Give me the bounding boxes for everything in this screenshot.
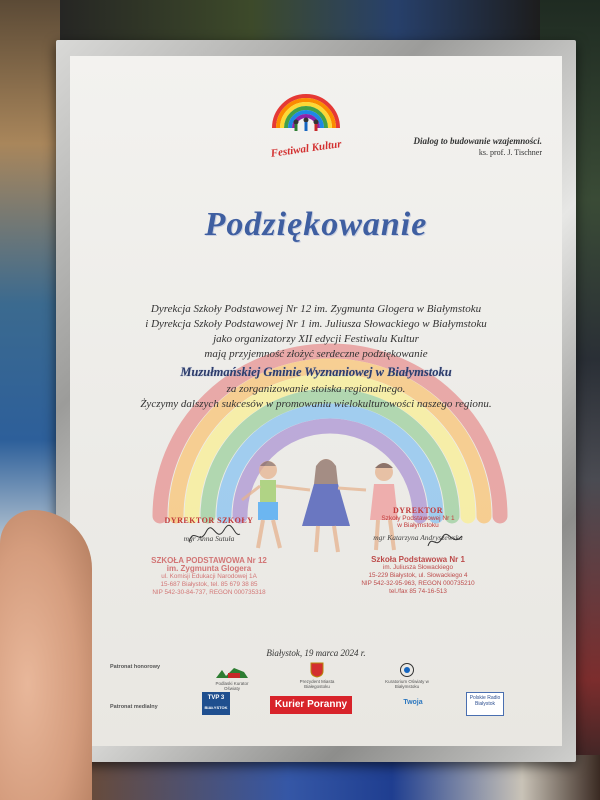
- stamp-left-line-1: SZKOŁA PODSTAWOWA Nr 12: [151, 556, 267, 565]
- body-line-4: mają przyjemność złożyć serdeczne podziękowanie: [204, 348, 428, 360]
- stamp-left-line-2: im. Zygmunta Glogera: [166, 564, 252, 573]
- stamp-right: [348, 556, 488, 596]
- certificate-date: Białystok, 19 marca 2024 r.: [266, 648, 366, 658]
- patron-logo-3-text: Kuratorium Oświaty w Białymstoku: [385, 679, 429, 689]
- tvp3-logo-text: TVP 3: [207, 695, 225, 701]
- signature-left-scribble: [184, 524, 244, 548]
- patron-logo-1-text: Podlaski Kurator Oświaty: [215, 681, 249, 691]
- festival-logo: [266, 92, 346, 162]
- kurier-poranny-logo: Kurier Poranny: [270, 696, 352, 714]
- signature-right-role: DYREKTOR: [392, 506, 444, 515]
- stamp-left-line-5: NIP 542-30-84-737, REGON 000735318: [152, 589, 266, 596]
- holding-hand: [0, 510, 92, 800]
- body-line-6: Życzymy dalszych sukcesów w promowaniu wielokulturowości naszego regionu.: [140, 398, 492, 410]
- signature-left-name: mgr Anna Sutuła: [183, 534, 235, 543]
- stamp-right-line-4: NIP 542-32-95-963, REGON 000735210: [361, 580, 475, 587]
- stamp-left-line-3: ul. Komisji Edukacji Narodowej 1A: [161, 573, 257, 580]
- body-line-3: jako organizatorzy XII edycji Festiwalu Kultur: [213, 333, 419, 345]
- certificate-paper: [70, 56, 562, 746]
- signature-right-subrole-2: w Białymstoku: [397, 522, 439, 529]
- bison-icon: [214, 666, 250, 680]
- signature-right-scribble: [426, 532, 466, 552]
- body-line-5: za zorganizowanie stoiska regionalnego.: [226, 383, 406, 395]
- patron-logo-3: [382, 662, 432, 689]
- signature-left-role: DYREKTOR SZKOŁY: [164, 516, 254, 525]
- body-line-1: Dyrekcja Szkoły Podstawowej Nr 12 im. Zygmunta Glogera w Białymstoku: [150, 303, 482, 315]
- motto-author: ks. prof. J. Tischner: [478, 148, 542, 157]
- certificate-title: Podziękowanie: [204, 206, 428, 243]
- logo-text: Festiwal Kultur: [270, 138, 343, 160]
- motto: [413, 136, 542, 157]
- body-line-2: i Dyrekcja Szkoły Podstawowej Nr 1 im. Juliusza Słowackiego w Białymstoku: [145, 318, 487, 330]
- stamp-right-line-3: 15-229 Białystok, ul. Słowackiego 4: [368, 572, 468, 579]
- polskie-radio-bialystok-logo: Polskie Radio Białystok: [466, 692, 504, 716]
- stamp-left-line-4: 15-687 Białystok, tel. 85 679 38 85: [160, 581, 258, 588]
- signature-left: [134, 516, 284, 597]
- tvp3-logo: [202, 692, 230, 715]
- stamp-right-line-5: tel./fax 85 74-16-513: [389, 588, 447, 595]
- honorary-patronage-label: Patronat honorowy: [110, 664, 161, 670]
- stamp-right-line-2: im. Juliusza Słowackiego: [383, 564, 453, 571]
- patron-logo-2: [292, 662, 342, 689]
- patron-logo-2-text: Prezydent Miasta Białegostoku: [299, 679, 335, 689]
- kuratorium-emblem-icon: [399, 662, 415, 678]
- recipient-name: Muzułmańskiej Gminie Wyznaniowej w Białymstoku: [180, 365, 452, 379]
- stamp-right-line-1: Szkoła Podstawowa Nr 1: [371, 555, 465, 564]
- certificate-body: [80, 302, 552, 412]
- picture-frame: [56, 40, 576, 762]
- twoja-radio-logo: Twoja: [403, 699, 423, 706]
- tvp3-logo-subtext: BIAŁYSTOK: [204, 705, 228, 710]
- motto-text: Dialog to budowanie wzajemności.: [413, 136, 542, 146]
- signature-right-name: mgr Katarzyna Andryszewska: [373, 533, 463, 542]
- media-patronage-label: Patronat medialny: [110, 704, 158, 710]
- stamp-left: [134, 557, 284, 597]
- signature-right: [348, 506, 488, 596]
- city-crest-icon: [310, 662, 324, 678]
- signature-right-subrole: Szkoły Podstawowej Nr 1: [381, 515, 455, 522]
- patron-logo-1: [210, 666, 254, 691]
